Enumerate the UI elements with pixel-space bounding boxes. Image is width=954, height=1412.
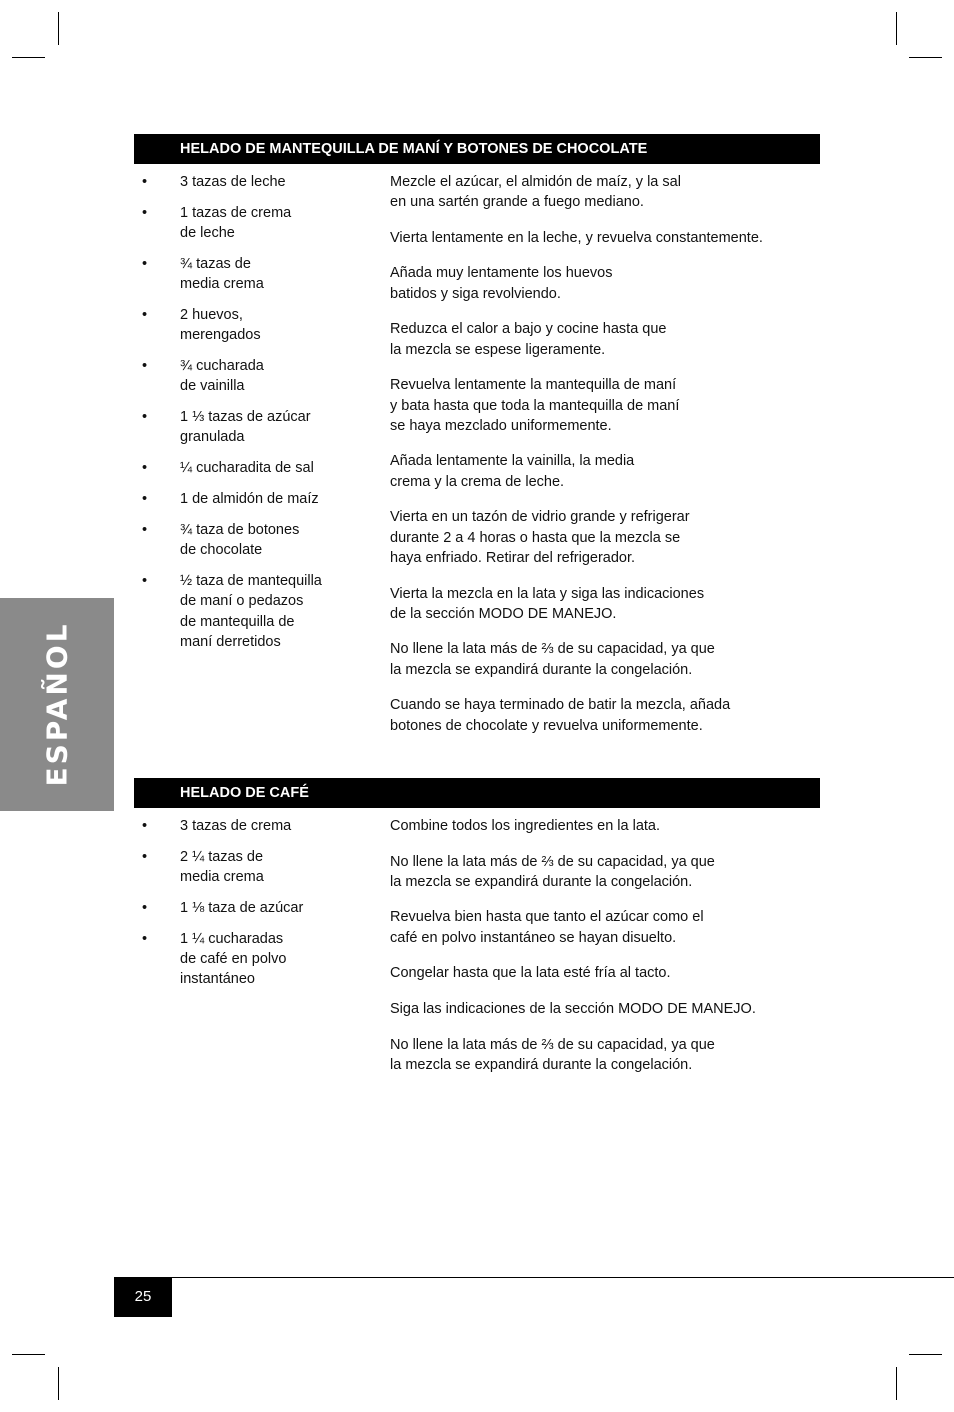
instruction-step: Combine todos los ingredientes en la lata. <box>390 818 661 834</box>
bullet: • <box>142 930 148 947</box>
crop-mark <box>58 12 59 45</box>
crop-mark <box>896 1367 897 1400</box>
bullet: • <box>142 204 148 221</box>
crop-mark <box>896 12 897 45</box>
footer-rule <box>114 1277 954 1278</box>
bullet: • <box>142 818 148 834</box>
ingredient-item: • 2 huevos, merengados <box>142 306 261 344</box>
instruction-list <box>390 172 820 751</box>
ingredient-item: • 3 tazas de crema <box>134 816 384 836</box>
bullet: • <box>142 358 148 375</box>
instruction-step: No llene la lata más de ⅔ de su capacidad, ya que la mezcla se expandirá durante la congelación. <box>390 853 715 890</box>
language-label: ESPAÑOL <box>40 621 74 787</box>
bullet: • <box>142 848 148 865</box>
ingredient-item: • ¾ cucharada de vainilla <box>142 358 264 395</box>
instruction-step: Vierta lentamente en la leche, y revuelva constantemente. <box>390 229 763 246</box>
instruction-step: No llene la lata más de ⅔ de su capacidad, ya que la mezcla se expandirá durante la congelación. <box>390 641 715 678</box>
instruction-step: Cuando se haya terminado de batir la mezcla, añada botones de chocolate y revuelva uniformemente. <box>390 697 731 734</box>
crop-mark <box>12 57 45 58</box>
bullet: • <box>142 174 148 190</box>
crop-mark <box>909 57 942 58</box>
instruction-step: Revuelva bien hasta que tanto el azúcar como el café en polvo instantáneo se hayan disuelto. <box>390 909 704 946</box>
bullet: • <box>142 572 148 589</box>
instruction-step: Añada lentamente la vainilla, la media crema y la crema de leche. <box>390 453 635 490</box>
ingredient-item: • 3 tazas de leche <box>134 172 384 192</box>
ingredient-list <box>134 816 384 1000</box>
instruction-step: Siga las indicaciones de la sección MODO DE MANEJO. <box>390 1000 756 1017</box>
ingredient-item: • 2 ¼ tazas de media crema <box>142 848 264 886</box>
instruction-step: Reduzca el calor a bajo y cocine hasta que la mezcla se espese ligeramente. <box>390 321 667 358</box>
recipe-title: HELADO DE CAFÉ <box>134 778 820 808</box>
recipe-title: HELADO DE MANTEQUILLA DE MANÍ Y BOTONES DE CHOCOLATE <box>134 134 820 164</box>
instruction-list <box>390 816 820 1090</box>
bullet: • <box>142 409 148 426</box>
page-number: 25 <box>114 1277 172 1317</box>
bullet: • <box>142 255 148 272</box>
crop-mark <box>12 1354 45 1355</box>
bullet: • <box>142 521 148 538</box>
ingredient-item: • 1 tazas de crema de leche <box>142 204 292 242</box>
recipe-section-peanut-butter <box>134 134 820 734</box>
instruction-step: Revuelva lentamente la mantequilla de maní y bata hasta que toda la mantequilla de maní se haya mezclado uniformemente. <box>390 377 680 434</box>
instruction-step: Vierta la mezcla en la lata y siga las indicaciones de la sección MODO DE MANEJO. <box>390 585 705 622</box>
bullet: • <box>142 899 148 916</box>
ingredient-item: • ¼ cucharadita de sal <box>134 458 384 478</box>
ingredient-item: • ¾ tazas de media crema <box>142 255 264 293</box>
crop-mark <box>58 1367 59 1400</box>
ingredient-item: • ½ taza de mantequilla de maní o pedazos de mantequilla de maní derretidos <box>142 572 322 650</box>
instruction-step: Añada muy lentamente los huevos batidos y siga revolviendo. <box>390 265 613 302</box>
instruction-step: Vierta en un tazón de vidrio grande y refrigerar durante 2 a 4 horas o hasta que la mezcla se haya enfriado. Retirar del refrigerador. <box>390 509 690 566</box>
ingredient-item: • 1 ¼ cucharadas de café en polvo instantáneo <box>142 930 287 988</box>
ingredient-list <box>134 172 384 663</box>
ingredient-item: • ¾ taza de botones de chocolate <box>142 521 300 559</box>
crop-mark <box>909 1354 942 1355</box>
recipe-section-coffee <box>134 778 820 1073</box>
bullet: • <box>142 460 148 477</box>
instruction-step: No llene la lata más de ⅔ de su capacidad, ya que la mezcla se expandirá durante la congelación. <box>390 1036 715 1073</box>
language-side-tab <box>0 598 114 811</box>
bullet: • <box>142 491 148 508</box>
instruction-step: Mezcle el azúcar, el almidón de maíz, y la sal en una sartén grande a fuego mediano. <box>390 174 681 211</box>
instruction-step: Congelar hasta que la lata esté fría al tacto. <box>390 965 671 982</box>
ingredient-item: • 1 ⅛ taza de azúcar <box>134 898 384 918</box>
ingredient-item: • 1 ⅓ tazas de azúcar granulada <box>142 409 311 446</box>
ingredient-item: • 1 de almidón de maíz <box>134 489 384 509</box>
bullet: • <box>142 306 148 323</box>
